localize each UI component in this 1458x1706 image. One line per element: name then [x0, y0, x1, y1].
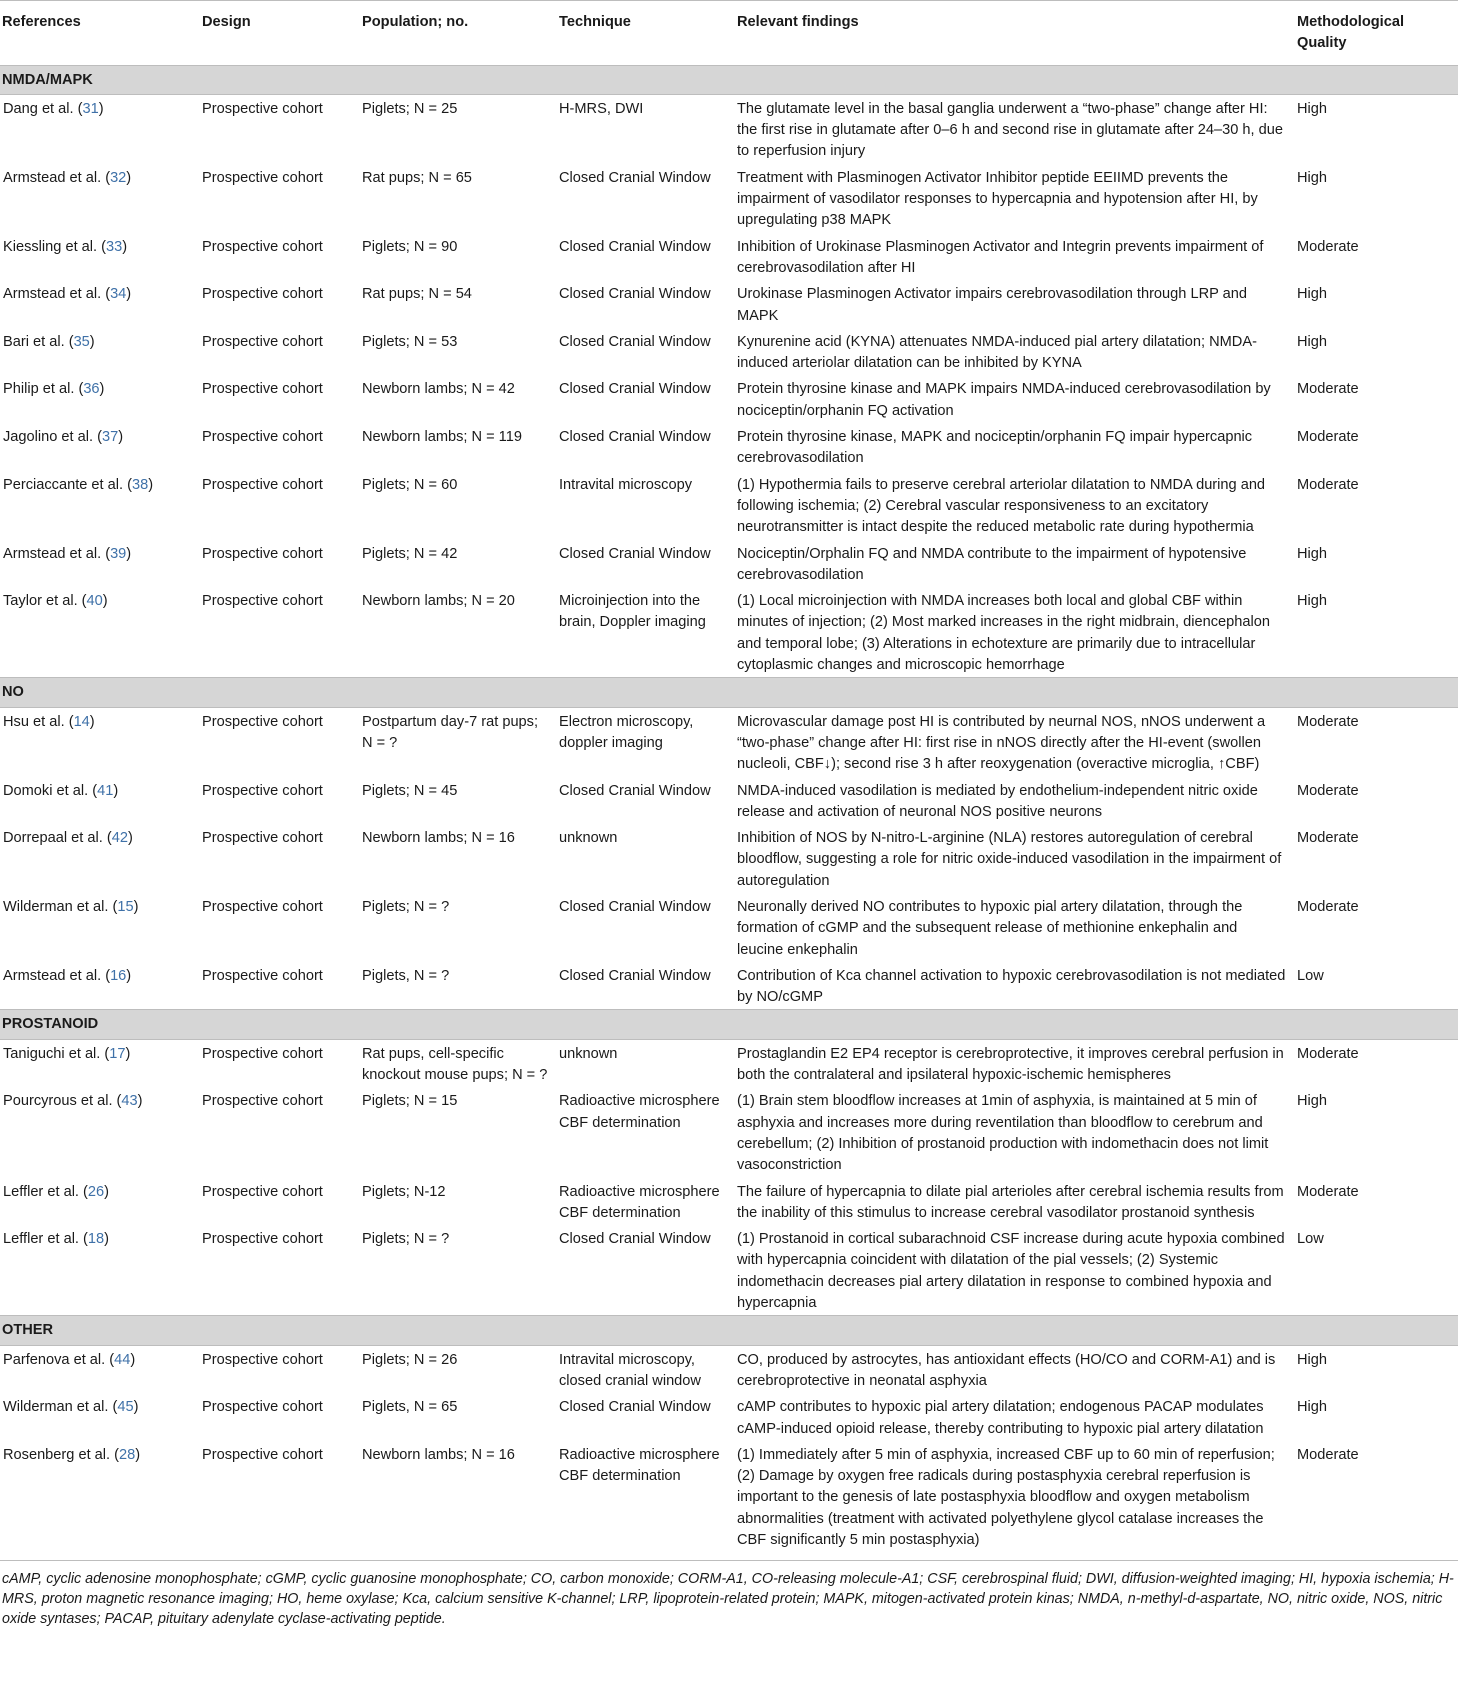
citation-link[interactable]: 17	[109, 1045, 126, 1062]
reference-author: Philip et al. (	[3, 381, 84, 398]
findings-cell: Protein thyrosine kinase, MAPK and nociceptin/orphanin FQ impair hypercapnic cerebrovasodilation	[737, 429, 1253, 467]
design-cell: Prospective cohort	[202, 100, 323, 117]
population-cell: Piglets; N = 45	[362, 782, 458, 799]
technique-cell: Closed Cranial Window	[559, 429, 711, 446]
technique-cell: unknown	[559, 830, 618, 847]
table-row	[0, 1087, 1458, 1177]
population-cell: Piglets; N = ?	[362, 898, 450, 915]
technique-cell: Radioactive microsphere CBF determination	[559, 1183, 720, 1221]
population-cell: Piglets; N = 42	[362, 545, 458, 562]
reference-author: Domoki et al. (	[3, 782, 98, 799]
reference-author: Armstead et al. (	[3, 169, 111, 186]
reference-author: Wilderman et al. (	[3, 898, 118, 915]
technique-cell: Closed Cranial Window	[559, 782, 711, 799]
population-cell: Piglets, N = ?	[362, 967, 450, 984]
population-cell: Postpartum day-7 rat pups; N = ?	[362, 713, 539, 751]
citation-link[interactable]: 45	[117, 1399, 134, 1416]
population-cell: Piglets; N = 53	[362, 333, 458, 350]
technique-cell: Closed Cranial Window	[559, 286, 711, 303]
quality-cell: Low	[1297, 967, 1324, 984]
population-cell: Piglets; N = 15	[362, 1093, 458, 1110]
table-row	[0, 540, 1458, 588]
design-cell: Prospective cohort	[202, 381, 323, 398]
design-cell: Prospective cohort	[202, 169, 323, 186]
table-row	[0, 328, 1458, 376]
citation-link[interactable]: 40	[86, 593, 103, 610]
findings-cell: (1) Brain stem bloodflow increases at 1min of asphyxia, is maintained at 5 min of asphyxia and increases more during reventilation than bloodflow to cerebrum and cerebellum; (2) Inhibition of prostanoid production with indomethacin does not limit vasoconstriction	[737, 1093, 1269, 1174]
technique-cell: Closed Cranial Window	[559, 967, 711, 984]
reference-cell	[0, 1345, 200, 1393]
section-header-row	[0, 65, 1458, 94]
reference-author: Leffler et al. (	[3, 1231, 88, 1248]
section-header-row	[0, 1316, 1458, 1345]
technique-cell: Microinjection into the brain, Doppler imaging	[559, 593, 706, 631]
quality-cell: High	[1297, 286, 1328, 303]
reference-cell	[0, 1225, 200, 1316]
reference-author: Kiessling et al. (	[3, 238, 107, 255]
reference-author: Perciaccante et al. (	[3, 476, 132, 493]
reference-cell	[0, 328, 200, 376]
design-cell: Prospective cohort	[202, 1093, 323, 1110]
citation-link[interactable]: 38	[131, 476, 149, 493]
reference-cell	[0, 280, 200, 328]
quality-cell: Moderate	[1297, 830, 1359, 847]
technique-cell: Radioactive microsphere CBF determination	[559, 1446, 720, 1485]
reference-author: Rosenberg et al. (	[3, 1446, 120, 1463]
reference-author: Armstead et al. (	[3, 545, 111, 562]
table-footnote: cAMP, cyclic adenosine monophosphate; cGMP, cyclic guanosine monophosphate; CO, carbon monoxide; CORM-A1, CO-releasing molecule-A1; CSF, cerebrospinal fluid; DWI, diffusion-weighted imaging; HI, hypoxia ischemia; H-MRS, proton magnetic resonance imaging; HO, heme oxylase; Kca, calcium sensitive K-channel; LRP, lipoprotein-related protein; MAPK, mitogen-activated protein kinas; NMDA, n-methyl-d-aspartate, NO, nitric oxide, NOS, nitric oxide syntases; PACAP, pituitary adenylate cyclase-activating peptide.	[0, 1560, 1458, 1629]
reference-author: Armstead et al. (	[3, 286, 111, 303]
technique-cell: Closed Cranial Window	[559, 333, 711, 350]
table-row	[0, 707, 1458, 776]
reference-author: Parfenova et al. (	[3, 1351, 115, 1368]
reference-close-paren: )	[126, 169, 132, 186]
reference-cell	[0, 423, 200, 471]
population-cell: Rat pups; N = 65	[362, 169, 472, 186]
table-row	[0, 423, 1458, 471]
reference-close-paren: )	[104, 1183, 110, 1200]
technique-cell: Electron microscopy, doppler imaging	[559, 713, 694, 751]
population-cell: Piglets; N = 26	[362, 1351, 458, 1368]
reference-close-paren: )	[133, 898, 139, 915]
quality-cell: Moderate	[1297, 898, 1359, 915]
reference-close-paren: )	[89, 333, 95, 350]
quality-cell: Moderate	[1297, 1446, 1359, 1463]
design-cell: Prospective cohort	[202, 967, 323, 984]
design-cell: Prospective cohort	[202, 476, 323, 493]
reference-author: Taniguchi et al. (	[3, 1045, 110, 1062]
reference-cell	[0, 824, 200, 893]
table-row	[0, 375, 1458, 423]
citation-link[interactable]: 39	[110, 545, 127, 562]
reference-close-paren: )	[102, 593, 108, 610]
citation-link[interactable]: 31	[82, 100, 99, 117]
reference-cell	[0, 1393, 200, 1441]
population-cell: Piglets; N = 60	[362, 476, 458, 493]
design-cell: Prospective cohort	[202, 1183, 323, 1200]
findings-cell: Nociceptin/Orphalin FQ and NMDA contribute to the impairment of hypotensive cerebrovasodilation	[737, 545, 1247, 583]
population-cell: Piglets; N-12	[362, 1183, 446, 1200]
citation-link[interactable]: 35	[73, 333, 90, 350]
table-row	[0, 1178, 1458, 1226]
table-row	[0, 1225, 1458, 1316]
population-cell: Newborn lambs; N = 16	[362, 830, 515, 847]
header-design: Design	[200, 1, 360, 66]
citation-link[interactable]: 34	[110, 286, 127, 303]
technique-cell: Closed Cranial Window	[559, 545, 711, 562]
findings-cell: (1) Prostanoid in cortical subarachnoid CSF increase during acute hypoxia combined with hypercapnia coincident with dilatation of the pial vessels; (2) Systemic indomethacin decreases pial artery dilatation in response to combined hypoxia and hypercapnia	[737, 1231, 1285, 1312]
citation-link[interactable]: 14	[73, 713, 90, 730]
population-cell: Piglets; N = ?	[362, 1231, 450, 1248]
citation-link[interactable]: 44	[114, 1351, 131, 1368]
reference-close-paren: )	[148, 476, 154, 493]
quality-cell: Moderate	[1297, 429, 1359, 446]
findings-cell: Urokinase Plasminogen Activator impairs cerebrovasodilation through LRP and MAPK	[737, 286, 1247, 324]
population-cell: Rat pups; N = 54	[362, 286, 472, 303]
design-cell: Prospective cohort	[202, 898, 323, 915]
findings-cell: Neuronally derived NO contributes to hypoxic pial artery dilatation, through the formation of cGMP and the subsequent release of methionine enkephalin and leucine enkephalin	[737, 898, 1243, 958]
table-row	[0, 280, 1458, 328]
findings-cell: Contribution of Kca channel activation to hypoxic cerebrovasodilation is not mediated by NO/cGMP	[737, 967, 1286, 1006]
findings-cell: Inhibition of Urokinase Plasminogen Activator and Integrin prevents impairment of cerebrovasodilation after HI	[737, 238, 1264, 276]
findings-cell: Prostaglandin E2 EP4 receptor is cerebroprotective, it improves cerebral perfusion in both the contralateral and ipsilateral hypoxic-ischemic hemispheres	[737, 1045, 1284, 1084]
findings-cell: CO, produced by astrocytes, has antioxidant effects (HO/CO and CORM-A1) and is cerebroprotective in neonatal asphyxia	[737, 1351, 1276, 1389]
findings-cell: Protein thyrosine kinase and MAPK impairs NMDA-induced cerebrovasodilation by nociceptin/orphanin FQ activation	[737, 381, 1271, 419]
header-population: Population; no.	[360, 1, 557, 66]
design-cell: Prospective cohort	[202, 333, 323, 350]
design-cell: Prospective cohort	[202, 1231, 323, 1248]
design-cell: Prospective cohort	[202, 238, 323, 255]
technique-cell: H-MRS, DWI	[559, 100, 644, 117]
citation-link[interactable]: 33	[106, 238, 123, 255]
findings-cell: cAMP contributes to hypoxic pial artery dilatation; endogenous PACAP modulates cAMP-induced opioid release, thereby contributing to hypoxic pial artery dilatation	[737, 1399, 1264, 1437]
reference-cell	[0, 777, 200, 825]
reference-cell	[0, 962, 200, 1010]
quality-cell: Moderate	[1297, 1045, 1359, 1062]
quality-cell: Moderate	[1297, 713, 1359, 730]
header-findings: Relevant findings	[735, 1, 1295, 66]
findings-cell: Treatment with Plasminogen Activator Inhibitor peptide EEIIMD prevents the impairment of vasodilator responses to hypercapnia and hypotension after HI, by upregulating p38 MAPK	[737, 169, 1258, 229]
reference-author: Leffler et al. (	[3, 1183, 88, 1200]
reference-cell	[0, 540, 200, 588]
technique-cell: Closed Cranial Window	[559, 898, 711, 915]
table-header	[0, 1, 1458, 66]
technique-cell: Closed Cranial Window	[559, 1399, 711, 1416]
table-row	[0, 471, 1458, 540]
reference-cell	[0, 707, 200, 776]
reference-author: Armstead et al. (	[3, 967, 111, 984]
design-cell: Prospective cohort	[202, 593, 323, 610]
population-cell: Rat pups, cell-specific knockout mouse pups; N = ?	[362, 1045, 548, 1084]
reference-cell	[0, 233, 200, 281]
reference-author: Pourcyrous et al. (	[3, 1093, 122, 1110]
quality-cell: Moderate	[1297, 381, 1359, 398]
reference-close-paren: )	[133, 1399, 139, 1416]
reference-close-paren: )	[137, 1093, 143, 1110]
design-cell: Prospective cohort	[202, 545, 323, 562]
reference-cell	[0, 164, 200, 233]
citation-link[interactable]: 18	[87, 1231, 105, 1248]
reference-close-paren: )	[104, 1231, 110, 1248]
technique-cell: Closed Cranial Window	[559, 169, 711, 186]
population-cell: Newborn lambs; N = 20	[362, 593, 515, 610]
reference-close-paren: )	[89, 713, 95, 730]
reference-close-paren: )	[113, 782, 119, 799]
reference-author: Dang et al. (	[3, 100, 83, 117]
findings-cell: NMDA-induced vasodilation is mediated by endothelium-independent nitric oxide release and activation of neuronal NOS positive neurons	[737, 782, 1258, 820]
citation-link[interactable]: 37	[101, 429, 119, 446]
header-references: References	[0, 1, 200, 66]
findings-cell: Microvascular damage post HI is contributed by neurnal NOS, nNOS underwent a “two-phase” change after HI: first rise in nNOS directly after the HI-event (swollen nucleoli, CBF↓); second rise 3 h after reoxygenation (overactive microglia, ↑CBF)	[737, 713, 1266, 773]
reference-cell	[0, 1039, 200, 1087]
design-cell: Prospective cohort	[202, 1045, 323, 1062]
quality-cell: High	[1297, 169, 1328, 186]
findings-cell: The glutamate level in the basal ganglia underwent a “two-phase” change after HI: the first rise in glutamate after 0–6 h and second rise in glutamate after 24–30 h, due to reperfusion injury	[737, 100, 1283, 160]
design-cell: Prospective cohort	[202, 1446, 323, 1463]
quality-cell: High	[1297, 100, 1328, 117]
design-cell: Prospective cohort	[202, 782, 323, 799]
citation-link[interactable]: 32	[110, 169, 127, 186]
reference-close-paren: )	[125, 1045, 131, 1062]
reference-close-paren: )	[126, 286, 132, 303]
population-cell: Piglets, N = 65	[362, 1399, 458, 1416]
table-row	[0, 1441, 1458, 1552]
findings-cell: (1) Local microinjection with NMDA increases both local and global CBF within minutes of injection; (2) Most marked increases in the right midbrain, diencephalon and temporal lobe; (3) Alterations in echotexture are primarily due to intracellular cytoplasmic changes and microscopic hemorrhage	[737, 593, 1270, 674]
quality-cell: Moderate	[1297, 476, 1359, 493]
table-row	[0, 164, 1458, 233]
design-cell: Prospective cohort	[202, 830, 323, 847]
quality-cell: Low	[1297, 1231, 1324, 1248]
reference-cell	[0, 375, 200, 423]
population-cell: Piglets; N = 25	[362, 100, 458, 117]
reference-cell	[0, 1441, 200, 1552]
reference-cell	[0, 587, 200, 678]
table-row	[0, 962, 1458, 1010]
technique-cell: Closed Cranial Window	[559, 238, 711, 255]
citation-link[interactable]: 41	[97, 782, 114, 799]
technique-cell: unknown	[559, 1045, 618, 1062]
reference-author: Bari et al. (	[3, 333, 74, 350]
design-cell: Prospective cohort	[202, 286, 323, 303]
technique-cell: Intravital microscopy	[559, 476, 693, 493]
reference-cell	[0, 94, 200, 163]
population-cell: Newborn lambs; N = 119	[362, 429, 522, 446]
section-title: NO	[0, 678, 1458, 707]
reference-cell	[0, 893, 200, 962]
quality-cell: Moderate	[1297, 238, 1359, 255]
technique-cell: Closed Cranial Window	[559, 381, 711, 398]
quality-cell: Moderate	[1297, 782, 1359, 799]
citation-link[interactable]: 15	[117, 898, 134, 915]
table-row	[0, 1039, 1458, 1087]
reference-close-paren: )	[99, 381, 105, 398]
findings-cell: Inhibition of NOS by N-nitro-L-arginine (NLA) restores autoregulation of cerebral bloodflow, suggesting a role for nitric oxide-induced vasodilation in the impairment of autoregulation	[737, 830, 1282, 889]
table-row	[0, 1393, 1458, 1441]
reference-cell	[0, 1087, 200, 1177]
table-row	[0, 233, 1458, 281]
quality-cell: High	[1297, 1093, 1328, 1110]
table-row	[0, 587, 1458, 678]
header-technique: Technique	[557, 1, 735, 66]
quality-cell: High	[1297, 1351, 1328, 1368]
table-row	[0, 1345, 1458, 1393]
findings-cell: (1) Hypothermia fails to preserve cerebral arteriolar dilatation to NMDA during and following ischemia; (2) Cerebral vascular responsiveness to an excitatory neurotransmitter is intact despite the reduced metabolic rate during hypothermia	[737, 476, 1266, 536]
reference-close-paren: )	[98, 100, 104, 117]
section-title: OTHER	[0, 1316, 1458, 1345]
technique-cell: Radioactive microsphere CBF determination	[559, 1093, 720, 1131]
table-row	[0, 94, 1458, 163]
findings-cell: Kynurenine acid (KYNA) attenuates NMDA-induced pial artery dilatation; NMDA-induced arteriolar dilatation can be inhibited by KYNA	[737, 333, 1257, 372]
technique-cell: Intravital microscopy, closed cranial window	[559, 1351, 701, 1389]
reference-cell	[0, 471, 200, 540]
table-row	[0, 824, 1458, 893]
section-title: PROSTANOID	[0, 1010, 1458, 1039]
design-cell: Prospective cohort	[202, 1351, 323, 1368]
quality-cell: High	[1297, 333, 1328, 350]
quality-cell: Moderate	[1297, 1183, 1359, 1200]
section-title: NMDA/MAPK	[0, 65, 1458, 94]
section-header-row	[0, 1010, 1458, 1039]
reference-close-paren: )	[126, 545, 132, 562]
reference-cell	[0, 1178, 200, 1226]
findings-cell: The failure of hypercapnia to dilate pial arterioles after cerebral ischemia results from the inability of this stimulus to increase cerebral vasodilator prostanoid synthesis	[737, 1183, 1284, 1221]
population-cell: Newborn lambs; N = 16	[362, 1446, 515, 1463]
quality-cell: High	[1297, 593, 1328, 610]
population-cell: Piglets; N = 90	[362, 238, 458, 255]
citation-link[interactable]: 28	[119, 1446, 136, 1463]
reference-author: Jagolino et al. (	[3, 429, 102, 446]
table-row	[0, 893, 1458, 962]
reference-close-paren: )	[118, 429, 124, 446]
section-header-row	[0, 678, 1458, 707]
reference-close-paren: )	[122, 238, 128, 255]
citation-link[interactable]: 36	[83, 381, 100, 398]
citation-link[interactable]: 43	[121, 1093, 138, 1110]
population-cell: Newborn lambs; N = 42	[362, 381, 515, 398]
design-cell: Prospective cohort	[202, 713, 323, 730]
reference-author: Wilderman et al. (	[3, 1399, 118, 1416]
reference-author: Dorrepaal et al. (	[3, 830, 112, 847]
technique-cell: Closed Cranial Window	[559, 1231, 711, 1248]
reference-author: Hsu et al. (	[3, 713, 74, 730]
citation-link[interactable]: 42	[111, 830, 128, 847]
findings-cell: (1) Immediately after 5 min of asphyxia, increased CBF up to 60 min of reperfusion; (2) Damage by oxygen free radicals during postasphyxia cerebral reperfusion is important to the genesis of late postasphyxia bloodflow and oxygen metabolism abnormalities (treatment with activated polyethylene glycol catalase increases the CBF significantly 5 min postasphyxia)	[737, 1446, 1275, 1548]
table-body	[0, 65, 1458, 1552]
quality-cell: High	[1297, 1399, 1328, 1416]
table-row	[0, 777, 1458, 825]
reference-close-paren: )	[130, 1351, 136, 1368]
citation-link[interactable]: 26	[87, 1183, 105, 1200]
header-quality: Methodological Quality	[1295, 1, 1458, 66]
design-cell: Prospective cohort	[202, 429, 323, 446]
reference-close-paren: )	[135, 1446, 141, 1463]
reference-author: Taylor et al. (	[3, 593, 87, 610]
citation-link[interactable]: 16	[110, 967, 127, 984]
quality-cell: High	[1297, 545, 1328, 562]
design-cell: Prospective cohort	[202, 1399, 323, 1416]
reference-close-paren: )	[126, 967, 132, 984]
reference-close-paren: )	[127, 830, 133, 847]
